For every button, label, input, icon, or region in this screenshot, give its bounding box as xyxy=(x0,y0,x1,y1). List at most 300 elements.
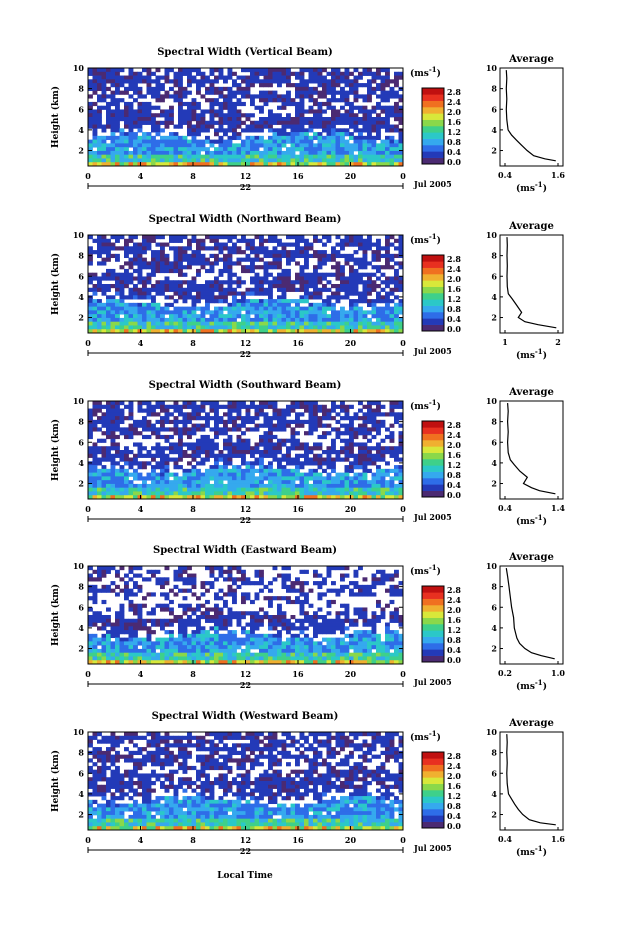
heatmap-cell xyxy=(241,322,246,326)
heatmap-cell xyxy=(102,484,107,488)
heatmap-cell xyxy=(232,409,237,413)
heatmap-cell xyxy=(183,121,188,125)
heatmap-cell xyxy=(345,491,350,495)
heatmap-cell xyxy=(133,250,138,254)
heatmap-cell xyxy=(246,461,251,465)
heatmap-cell xyxy=(327,143,332,147)
heatmap-cell xyxy=(358,106,363,110)
heatmap-cell xyxy=(174,72,179,76)
heatmap-cell xyxy=(358,307,363,311)
heatmap-cell xyxy=(160,246,165,250)
heatmap-cell xyxy=(273,143,278,147)
heatmap-cell xyxy=(345,83,350,87)
heatmap-cell xyxy=(93,314,98,318)
heatmap-cell xyxy=(210,83,215,87)
heatmap-cell xyxy=(201,491,206,495)
heatmap-cell xyxy=(169,295,174,299)
heatmap-cell xyxy=(192,280,197,284)
heatmap-cell xyxy=(120,307,125,311)
heatmap-cell xyxy=(313,461,318,465)
heatmap-cell xyxy=(372,325,377,329)
heatmap-cell xyxy=(120,98,125,102)
heatmap-cell xyxy=(394,140,399,144)
heatmap-cell xyxy=(304,292,309,296)
heatmap-cell xyxy=(372,140,377,144)
heatmap-cell xyxy=(390,94,395,98)
heatmap-cell xyxy=(331,136,336,140)
heatmap-cell xyxy=(106,87,111,91)
heatmap-cell xyxy=(354,128,359,132)
heatmap-cell xyxy=(349,151,354,155)
heatmap-cell xyxy=(156,140,161,144)
heatmap-cell xyxy=(124,295,129,299)
heatmap-cell xyxy=(97,72,102,76)
heatmap-cell xyxy=(381,450,386,454)
heatmap-cell xyxy=(97,310,102,314)
colorbar-segment xyxy=(422,478,444,485)
heatmap-cell xyxy=(232,310,237,314)
heatmap-cell xyxy=(237,121,242,125)
heatmap-cell xyxy=(147,641,152,645)
heatmap-cell xyxy=(187,106,192,110)
heatmap-cell xyxy=(349,420,354,424)
heatmap-cell xyxy=(394,473,399,477)
heatmap-cell xyxy=(228,273,233,277)
colorbar-tick-label: 1.2 xyxy=(447,460,461,470)
heatmap-cell xyxy=(178,314,183,318)
heatmap-cell xyxy=(147,158,152,162)
heatmap-cell xyxy=(196,292,201,296)
heatmap-cell xyxy=(318,239,323,243)
heatmap-cell xyxy=(304,79,309,83)
heatmap-cell xyxy=(376,431,381,435)
heatmap-cell xyxy=(390,243,395,247)
heatmap-cell xyxy=(196,491,201,495)
heatmap-cell xyxy=(376,151,381,155)
heatmap-cell xyxy=(336,288,341,292)
heatmap-cell xyxy=(313,109,318,113)
heatmap-cell xyxy=(214,424,219,428)
heatmap-cell xyxy=(345,109,350,113)
heatmap-cell xyxy=(336,273,341,277)
heatmap-cell xyxy=(246,480,251,484)
heatmap-cell xyxy=(385,265,390,269)
heatmap-cell xyxy=(160,619,165,623)
heatmap-cell xyxy=(304,68,309,72)
heatmap-cell xyxy=(192,79,197,83)
heatmap-cell xyxy=(237,83,242,87)
heatmap-cell xyxy=(156,484,161,488)
heatmap-cell xyxy=(142,318,147,322)
heatmap-cell xyxy=(97,243,102,247)
heatmap-cell xyxy=(183,626,188,630)
heatmap-cell xyxy=(178,155,183,159)
heatmap-cell xyxy=(223,151,228,155)
heatmap-cell xyxy=(88,424,93,428)
heatmap-cell xyxy=(138,273,143,277)
heatmap-cell xyxy=(165,284,170,288)
heatmap-cell xyxy=(273,469,278,473)
heatmap-cell xyxy=(219,155,224,159)
heatmap-cell xyxy=(300,76,305,80)
heatmap-cell xyxy=(295,310,300,314)
heatmap-cell xyxy=(187,295,192,299)
heatmap-cell xyxy=(318,314,323,318)
heatmap-cell xyxy=(183,412,188,416)
heatmap-cell xyxy=(138,318,143,322)
heatmap-cell xyxy=(322,307,327,311)
heatmap-cell xyxy=(165,412,170,416)
heatmap-cell xyxy=(309,128,314,132)
heatmap-cell xyxy=(381,280,386,284)
heatmap-cell xyxy=(318,461,323,465)
heatmap-cell xyxy=(322,121,327,125)
colorbar-segment xyxy=(422,312,444,319)
heatmap-cell xyxy=(363,469,368,473)
heatmap-cell xyxy=(115,147,120,151)
heatmap-cell xyxy=(192,592,197,596)
heatmap-cell xyxy=(187,649,192,653)
heatmap-cell xyxy=(160,491,165,495)
colorbar-unit-prefix: (ms xyxy=(410,236,429,246)
heatmap-cell xyxy=(214,299,219,303)
heatmap-cell xyxy=(264,147,269,151)
heatmap-cell xyxy=(331,439,336,443)
heatmap-cell xyxy=(304,299,309,303)
heatmap-cell xyxy=(97,405,102,409)
heatmap-cell xyxy=(304,325,309,329)
heatmap-cell xyxy=(214,412,219,416)
heatmap-cell xyxy=(390,450,395,454)
heatmap-cell xyxy=(111,431,116,435)
heatmap-cell xyxy=(300,109,305,113)
heatmap-cell xyxy=(322,91,327,95)
heatmap-cell xyxy=(336,68,341,72)
heatmap-cell xyxy=(390,322,395,326)
heatmap-cell xyxy=(255,325,260,329)
heatmap xyxy=(88,235,403,333)
heatmap-cell xyxy=(282,469,287,473)
heatmap-cell xyxy=(394,113,399,117)
heatmap-cell xyxy=(169,325,174,329)
heatmap-cell xyxy=(129,649,134,653)
heatmap-cell xyxy=(313,476,318,480)
heatmap-cell xyxy=(363,243,368,247)
heatmap-cell xyxy=(115,254,120,258)
heatmap-cell xyxy=(340,480,345,484)
x-tick-label: 12 xyxy=(239,171,252,181)
y-tick-label: 2 xyxy=(78,145,84,156)
heatmap-cell xyxy=(93,117,98,121)
heatmap-cell xyxy=(228,91,233,95)
heatmap-cell xyxy=(304,254,309,258)
heatmap-cell xyxy=(255,480,260,484)
heatmap-cell xyxy=(372,424,377,428)
heatmap-cell xyxy=(367,113,372,117)
heatmap-cell xyxy=(372,488,377,492)
heatmap-cell xyxy=(111,318,116,322)
heatmap-cell xyxy=(241,461,246,465)
heatmap-cell xyxy=(367,405,372,409)
heatmap-cell xyxy=(232,117,237,121)
heatmap-cell xyxy=(277,295,282,299)
heatmap-cell xyxy=(277,121,282,125)
heatmap-cell xyxy=(165,488,170,492)
heatmap-cell xyxy=(97,307,102,311)
heatmap-cell xyxy=(151,235,156,239)
heatmap-cell xyxy=(246,292,251,296)
heatmap-cell xyxy=(178,117,183,121)
heatmap-cell xyxy=(331,310,336,314)
heatmap-cell xyxy=(201,292,206,296)
heatmap-cell xyxy=(340,322,345,326)
heatmap-cell xyxy=(372,288,377,292)
heatmap-cell xyxy=(345,117,350,121)
heatmap-cell xyxy=(120,611,125,615)
heatmap-cell xyxy=(111,649,116,653)
heatmap-cell xyxy=(102,469,107,473)
heatmap-cell xyxy=(205,435,210,439)
heatmap-cell xyxy=(165,473,170,477)
heatmap-cell xyxy=(192,239,197,243)
heatmap-cell xyxy=(237,325,242,329)
heatmap-cell xyxy=(385,113,390,117)
heatmap-cell xyxy=(210,254,215,258)
heatmap-cell xyxy=(183,91,188,95)
heatmap-cell xyxy=(255,292,260,296)
heatmap-cell xyxy=(286,155,291,159)
heatmap-cell xyxy=(165,638,170,642)
heatmap-cell xyxy=(187,416,192,420)
heatmap-cell xyxy=(201,79,206,83)
heatmap-cell xyxy=(322,288,327,292)
heatmap-cell xyxy=(304,136,309,140)
heatmap-cell xyxy=(147,273,152,277)
heatmap-cell xyxy=(165,446,170,450)
panels-group xyxy=(50,47,565,858)
heatmap-cell xyxy=(156,491,161,495)
heatmap-cell xyxy=(165,117,170,121)
heatmap-cell xyxy=(232,280,237,284)
colorbar-tick-label: 1.2 xyxy=(447,294,461,304)
heatmap-cell xyxy=(169,656,174,660)
heatmap-cell xyxy=(187,469,192,473)
heatmap-cell xyxy=(376,480,381,484)
heatmap-cell xyxy=(277,258,282,262)
heatmap-cell xyxy=(219,140,224,144)
heatmap-cell xyxy=(268,439,273,443)
heatmap-cell xyxy=(120,619,125,623)
heatmap-cell xyxy=(340,117,345,121)
heatmap-cell xyxy=(295,325,300,329)
heatmap-cell xyxy=(232,109,237,113)
heatmap-cell xyxy=(354,91,359,95)
heatmap-cell xyxy=(385,307,390,311)
colorbar-segment xyxy=(422,113,444,120)
heatmap-cell xyxy=(187,574,192,578)
heatmap-cell xyxy=(336,276,341,280)
heatmap-cell xyxy=(183,619,188,623)
heatmap-cell xyxy=(354,454,359,458)
heatmap-cell xyxy=(178,246,183,250)
heatmap-cell xyxy=(241,91,246,95)
heatmap-cell xyxy=(345,276,350,280)
heatmap-cell xyxy=(205,310,210,314)
heatmap-cell xyxy=(214,416,219,420)
heatmap-cell xyxy=(187,314,192,318)
heatmap-cell xyxy=(349,310,354,314)
heatmap-cell xyxy=(205,645,210,649)
heatmap-cell xyxy=(385,325,390,329)
heatmap-cell xyxy=(376,420,381,424)
heatmap-cell xyxy=(183,143,188,147)
heatmap-cell xyxy=(228,476,233,480)
heatmap-cell xyxy=(282,106,287,110)
avg-frame xyxy=(500,235,563,333)
heatmap-cell xyxy=(354,79,359,83)
heatmap-cell xyxy=(120,450,125,454)
heatmap-cell xyxy=(295,106,300,110)
heatmap-cell xyxy=(246,307,251,311)
heatmap-cell xyxy=(88,258,93,262)
heatmap-cell xyxy=(111,491,116,495)
heatmap-cell xyxy=(268,322,273,326)
heatmap-cell xyxy=(192,325,197,329)
heatmap-cell xyxy=(273,113,278,117)
heatmap-cell xyxy=(282,473,287,477)
heatmap-cell xyxy=(390,314,395,318)
heatmap-cell xyxy=(142,106,147,110)
heatmap-cell xyxy=(354,484,359,488)
heatmap-cell xyxy=(372,446,377,450)
heatmap-cell xyxy=(277,480,282,484)
colorbar-tick-label: 1.2 xyxy=(447,127,461,137)
heatmap-cell xyxy=(129,79,134,83)
heatmap-cell xyxy=(201,581,206,585)
heatmap-cell xyxy=(106,147,111,151)
heatmap-cell xyxy=(111,645,116,649)
heatmap-cell xyxy=(174,325,179,329)
heatmap-cell xyxy=(340,416,345,420)
heatmap-cell xyxy=(228,577,233,581)
heatmap-cell xyxy=(214,239,219,243)
heatmap-cell xyxy=(318,143,323,147)
heatmap-cell xyxy=(160,94,165,98)
heatmap-cell xyxy=(300,280,305,284)
heatmap-cell xyxy=(273,158,278,162)
heatmap-cell xyxy=(183,258,188,262)
heatmap-cell xyxy=(381,76,386,80)
heatmap-cell xyxy=(124,151,129,155)
heatmap-cell xyxy=(205,151,210,155)
heatmap-cell xyxy=(363,325,368,329)
heatmap-cell xyxy=(160,284,165,288)
heatmap-cell xyxy=(372,473,377,477)
heatmap-cell xyxy=(205,284,210,288)
heatmap-cell xyxy=(178,638,183,642)
heatmap-cell xyxy=(160,427,165,431)
heatmap-cell xyxy=(264,454,269,458)
heatmap-cell xyxy=(133,641,138,645)
heatmap-cell xyxy=(214,592,219,596)
heatmap-cell xyxy=(102,136,107,140)
heatmap-cell xyxy=(367,416,372,420)
heatmap-cell xyxy=(133,427,138,431)
heatmap-cell xyxy=(259,140,264,144)
heatmap-cell xyxy=(282,79,287,83)
heatmap-cell xyxy=(255,235,260,239)
heatmap-cell xyxy=(106,322,111,326)
heatmap-cell xyxy=(313,454,318,458)
heatmap-cell xyxy=(124,276,129,280)
heatmap-cell xyxy=(219,94,224,98)
heatmap-cell xyxy=(165,649,170,653)
heatmap-cell xyxy=(147,307,152,311)
heatmap-cell xyxy=(97,303,102,307)
heatmap-cell xyxy=(142,310,147,314)
heatmap-cell xyxy=(205,607,210,611)
heatmap-cell xyxy=(304,461,309,465)
heatmap-cell xyxy=(138,476,143,480)
heatmap-cell xyxy=(115,424,120,428)
colorbar-unit xyxy=(410,65,441,79)
heatmap-cell xyxy=(273,450,278,454)
panel-0 xyxy=(50,47,565,194)
colorbar-segment xyxy=(422,287,444,294)
heatmap-cell xyxy=(264,442,269,446)
heatmap-cell xyxy=(264,446,269,450)
heatmap-cell xyxy=(228,450,233,454)
heatmap-cell xyxy=(313,420,318,424)
heatmap-cell xyxy=(295,424,300,428)
heatmap-cell xyxy=(147,401,152,405)
heatmap-cell xyxy=(133,307,138,311)
heatmap-cell xyxy=(313,265,318,269)
heatmap-cell xyxy=(309,155,314,159)
heatmap-cell xyxy=(313,276,318,280)
heatmap-cell xyxy=(277,83,282,87)
heatmap-cell xyxy=(214,98,219,102)
heatmap-cell xyxy=(372,125,377,129)
heatmap-cell xyxy=(345,94,350,98)
heatmap-cell xyxy=(223,592,228,596)
heatmap-cell xyxy=(192,151,197,155)
heatmap-cell xyxy=(160,155,165,159)
heatmap-cell xyxy=(286,98,291,102)
heatmap-cell xyxy=(124,645,129,649)
heatmap-cell xyxy=(309,140,314,144)
heatmap-cell xyxy=(156,405,161,409)
heatmap-cell xyxy=(196,72,201,76)
heatmap-cell xyxy=(363,412,368,416)
heatmap-cell xyxy=(214,619,219,623)
heatmap-cell xyxy=(331,91,336,95)
heatmap-cell xyxy=(183,310,188,314)
heatmap-cell xyxy=(210,239,215,243)
heatmap-cell xyxy=(138,303,143,307)
heatmap-cell xyxy=(241,454,246,458)
heatmap-cell xyxy=(318,250,323,254)
heatmap-cell xyxy=(178,136,183,140)
heatmap-cell xyxy=(250,250,255,254)
heatmap-cell xyxy=(309,280,314,284)
heatmap-cell xyxy=(268,476,273,480)
heatmap-cell xyxy=(295,254,300,258)
heatmap-cell xyxy=(327,147,332,151)
heatmap-cell xyxy=(210,473,215,477)
heatmap-cell xyxy=(219,158,224,162)
heatmap-cell xyxy=(129,94,134,98)
